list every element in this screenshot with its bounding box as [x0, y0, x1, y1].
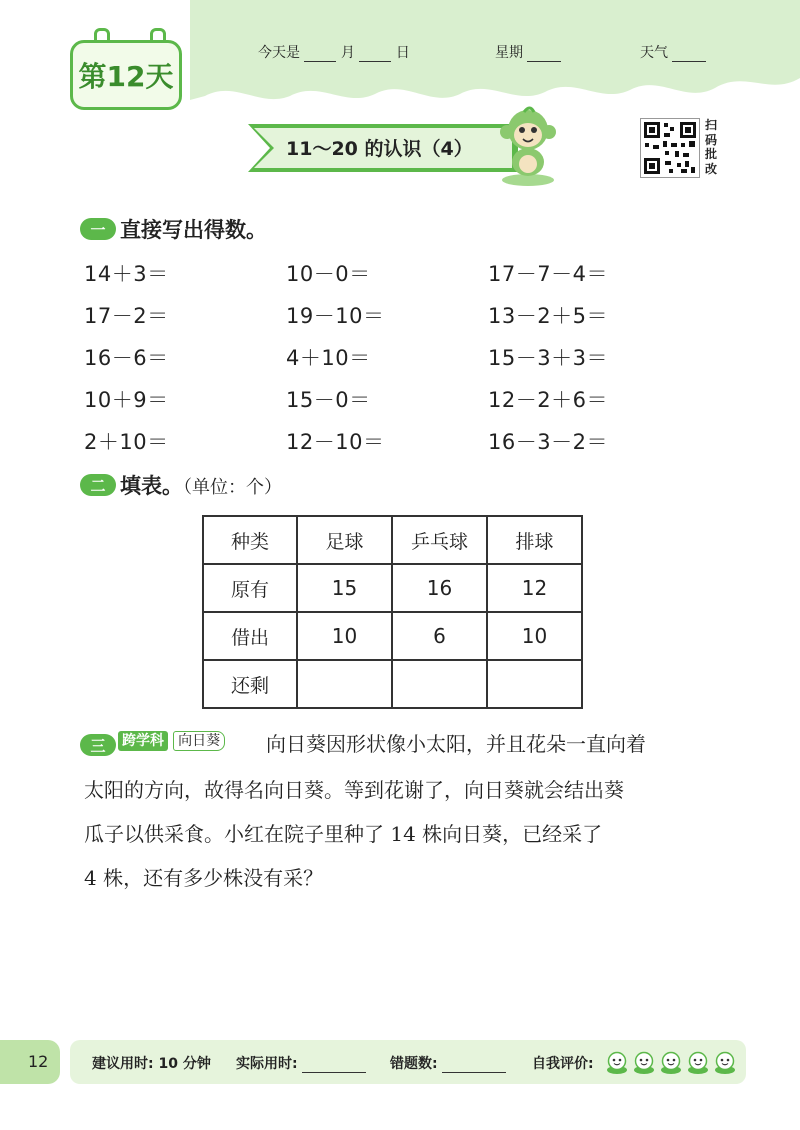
- actual-time-label: 实际用时:: [236, 1056, 298, 1072]
- wrong-count-blank[interactable]: [442, 1058, 506, 1073]
- suggested-time: 建议用时: 10 分钟: [92, 1056, 211, 1072]
- qr-code-icon[interactable]: [640, 118, 700, 178]
- subject-tag: 跨学科: [118, 731, 168, 751]
- section-2-title: 填表。: [120, 474, 183, 498]
- monkey-mascot-icon: [496, 104, 560, 188]
- problem: 16－3－2＝: [488, 430, 608, 454]
- wrong-count-label: 错题数:: [390, 1056, 438, 1072]
- smiley-face-icon[interactable]: [687, 1050, 709, 1074]
- qr-label-char: 扫: [704, 118, 717, 132]
- problem: 15－0＝: [286, 388, 371, 412]
- table-header-row: [203, 516, 582, 564]
- weekday-blank[interactable]: [527, 47, 561, 62]
- actual-time-field: [236, 1053, 366, 1073]
- table-row: [203, 660, 582, 708]
- section-2-badge: 二: [80, 474, 116, 496]
- story-line: 向日葵因形状像小太阳，并且花朵一直向着: [266, 732, 646, 756]
- problem: 16－6＝: [84, 346, 169, 370]
- problem: 10－0＝: [286, 262, 371, 286]
- section-1-badge: 一: [80, 218, 116, 240]
- problem: 12－2＋6＝: [488, 388, 608, 412]
- section-1-title: 直接写出得数。: [120, 218, 267, 242]
- weather-field: [640, 42, 706, 62]
- qr-label-char: 改: [704, 161, 717, 176]
- problem: 17－2＝: [84, 304, 169, 328]
- table-cell: 15: [297, 564, 392, 612]
- section-3-badge: 三: [80, 734, 116, 756]
- fill-table: [202, 515, 583, 709]
- qr-scan-label: [701, 118, 721, 176]
- qr-label-char: 码: [704, 132, 717, 147]
- table-header-cell: 乒乓球: [392, 516, 487, 564]
- problem: 19－10＝: [286, 304, 385, 328]
- table-cell: 6: [392, 612, 487, 660]
- month-blank[interactable]: [304, 47, 336, 62]
- wrong-count-field: [390, 1053, 506, 1073]
- problem: 2＋10＝: [84, 430, 169, 454]
- problem: 4＋10＝: [286, 346, 371, 370]
- table-header-cell: 种类: [203, 516, 297, 564]
- table-row-label: 原有: [203, 564, 297, 612]
- smiley-face-icon[interactable]: [714, 1050, 736, 1074]
- problem: 13－2＋5＝: [488, 304, 608, 328]
- answer-cell[interactable]: [487, 660, 582, 708]
- section-3-tags: [118, 730, 225, 750]
- table-header-cell: 足球: [297, 516, 392, 564]
- problem: 10＋9＝: [84, 388, 169, 412]
- problem: 12－10＝: [286, 430, 385, 454]
- actual-time-blank[interactable]: [302, 1058, 366, 1073]
- lesson-title: 11～20 的认识（4）: [286, 138, 473, 160]
- problem: 14＋3＝: [84, 262, 169, 286]
- table-row-label: 还剩: [203, 660, 297, 708]
- smiley-face-icon[interactable]: [633, 1050, 655, 1074]
- table-cell: 12: [487, 564, 582, 612]
- problem: 15－3＋3＝: [488, 346, 608, 370]
- month-label: 月: [340, 45, 355, 61]
- story-line: 太阳的方向，故得名向日葵。等到花谢了，向日葵就会结出葵: [84, 778, 624, 802]
- today-label: 今天是: [258, 45, 300, 61]
- day-blank[interactable]: [359, 47, 391, 62]
- story-line: 4 株，还有多少株没有采？: [84, 866, 324, 890]
- answer-cell[interactable]: [392, 660, 487, 708]
- table-row-label: 借出: [203, 612, 297, 660]
- weather-label: 天气: [640, 45, 668, 61]
- page-number: 12: [28, 1052, 49, 1071]
- table-cell: 10: [487, 612, 582, 660]
- date-field: [258, 42, 410, 62]
- weekday-field: [495, 42, 561, 62]
- smiley-face-icon[interactable]: [606, 1050, 628, 1074]
- table-cell: 16: [392, 564, 487, 612]
- table-cell: 10: [297, 612, 392, 660]
- weekday-label: 星期: [495, 45, 523, 61]
- problem: 17－7－4＝: [488, 262, 608, 286]
- self-eval-label: 自我评价:: [532, 1056, 594, 1072]
- day-badge: 第12天: [70, 40, 182, 110]
- table-row: [203, 564, 582, 612]
- topic-tag: 向日葵: [173, 731, 225, 751]
- unit-note: （单位：个）: [183, 477, 282, 498]
- answer-cell[interactable]: [297, 660, 392, 708]
- table-header-cell: 排球: [487, 516, 582, 564]
- qr-label-char: 批: [704, 147, 717, 161]
- story-line: 瓜子以供采食。小红在院子里种了 14 株向日葵，已经采了: [84, 822, 603, 846]
- weather-blank[interactable]: [672, 47, 706, 62]
- section-2-heading: [120, 470, 282, 500]
- table-row: [203, 612, 582, 660]
- day-label: 日: [395, 45, 410, 61]
- smiley-face-icon[interactable]: [660, 1050, 682, 1074]
